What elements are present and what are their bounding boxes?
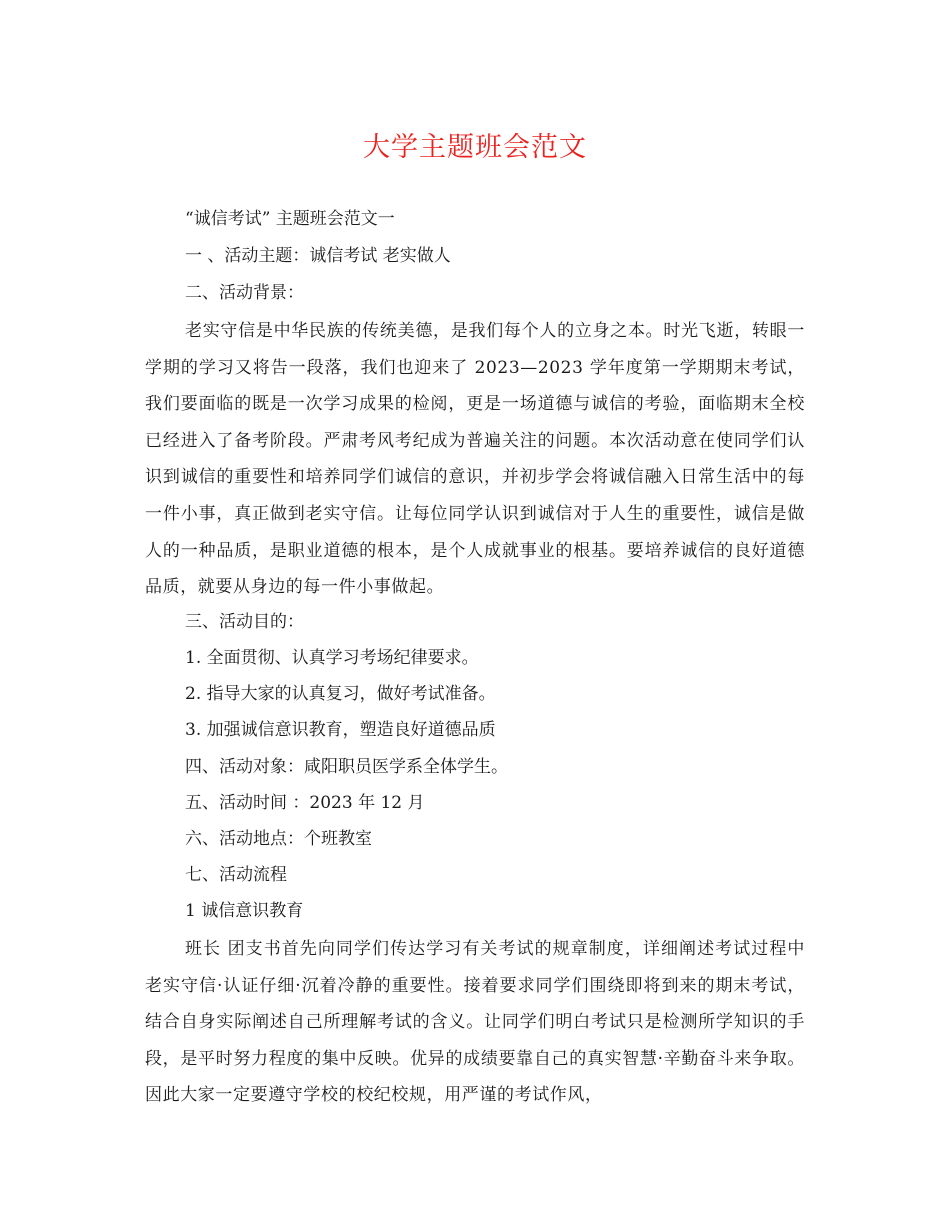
activity-location: 六、活动地点：个班教室 <box>185 829 372 849</box>
step-1-label: 1 诚信意识教育 <box>185 901 304 921</box>
document-title: 大学主题班会范文 <box>363 132 587 163</box>
purpose-item-1: 1. 全面贯彻、认真学习考场纪律要求。 <box>185 648 479 668</box>
background-label: 二、活动背景： <box>185 283 304 303</box>
purpose-label: 三、活动目的： <box>185 612 304 632</box>
step-1-paragraph: 班长 团支书首先向同学们传达学习有关考试的规章制度，详细阐述考试过程中老实守信·认证仔细·沉着冷静的重要性。接着要求同学们围绕即将到来的期末考试，结合自身实际阐述自己所理解考试的含义。让同学们明白考试只是检测所学知识的手段，是平时努力程度的集中反映。优异的成绩要靠自己的真实智慧·辛勤奋斗来争取。因此大家一定要遵守学校的校纪校规，用严谨的考试作风， <box>145 939 805 1106</box>
activity-time: 五、活动时间 ：2023 年 12 月 <box>185 793 425 813</box>
section-heading: “诚信考试” 主题班会范文一 <box>185 209 395 229</box>
purpose-item-3: 3. 加强诚信意识教育，塑造良好道德品质 <box>185 720 496 740</box>
background-paragraph: 老实守信是中华民族的传统美德，是我们每个人的立身之本。时光飞逝，转眼一学期的学习又将告一段落，我们也迎来了 2023—2023 学年度第一学期期末考试，我们要面临的既是一次学习成果的检阅，更是一场道德与诚信的考验，面临期末全校已经进入了备考阶段。严肃考风考纪成为普遍关注的问题。本次活动意在使同学们认识到诚信的重要性和培养同学们诚信的意识，并初步学会将诚信融入日常生活中的每一件小事，真正做到老实守信。让每位同学认识到诚信对于人生的重要性，诚信是做人的一种品质，是职业道德的根本，是个人成就事业的根基。要培养诚信的良好道德品质，就要从身边的每一件小事做起。 <box>145 321 805 598</box>
purpose-item-2: 2. 指导大家的认真复习，做好考试准备。 <box>185 684 496 704</box>
process-label: 七、活动流程 <box>185 865 287 885</box>
activity-target: 四、活动对象：咸阳职员医学系全体学生。 <box>185 757 508 777</box>
activity-theme: 一 、活动主题：诚信考试 老实做人 <box>185 246 451 266</box>
